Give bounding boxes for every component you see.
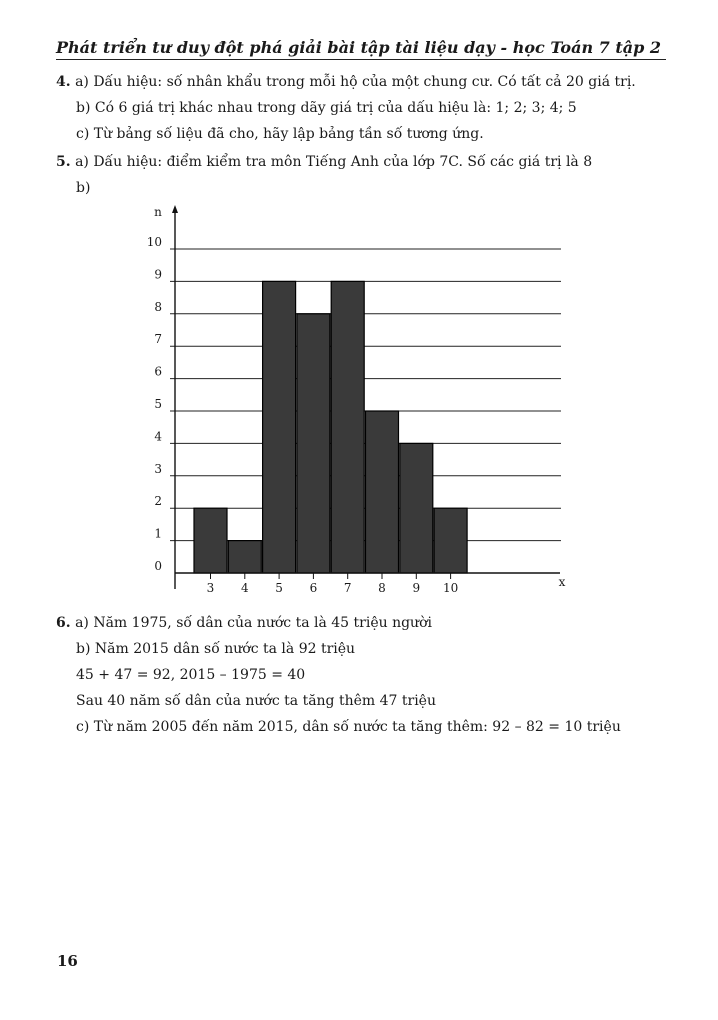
bar-7 bbox=[331, 281, 364, 573]
y-tick-label: 4 bbox=[154, 429, 162, 444]
y-tick-label: 9 bbox=[154, 267, 162, 282]
bar-3 bbox=[194, 508, 227, 573]
y-tick-label: 10 bbox=[146, 235, 162, 249]
page-header: Phát triển tư duy đột phá giải bài tập tài liệu dạy - học Toán 7 tập 2 bbox=[56, 38, 666, 60]
x-axis-label: x bbox=[558, 575, 566, 589]
x-tick-label: 6 bbox=[309, 581, 318, 595]
y-tick-label: 5 bbox=[154, 397, 162, 411]
q5-a-text: a) Dấu hiệu: điểm kiểm tra môn Tiếng Anh của lớp 7C. Số các giá trị là 8 bbox=[75, 154, 593, 170]
q5-part-a bbox=[56, 153, 592, 171]
q4-part-c: c) Từ bảng số liệu đã cho, hãy lập bảng tần số tương ứng. bbox=[76, 126, 484, 142]
y-tick-label: 8 bbox=[154, 299, 162, 314]
x-tick-label: 3 bbox=[206, 581, 215, 595]
q6-calculation: 45 + 47 = 92, 2015 – 1975 = 40 bbox=[76, 667, 306, 683]
x-tick-label: 9 bbox=[412, 581, 421, 595]
q4-number: 4. bbox=[56, 74, 71, 90]
y-tick-label: 7 bbox=[154, 332, 162, 347]
bar-5 bbox=[263, 281, 296, 573]
q5-part-b: b) bbox=[76, 180, 91, 196]
x-tick-label: 5 bbox=[275, 581, 283, 595]
q6-part-b: b) Năm 2015 dân số nước ta là 92 triệu bbox=[76, 641, 356, 657]
q6-conclusion: Sau 40 năm số dân của nước ta tăng thêm 47 triệu bbox=[76, 693, 436, 709]
y-tick-label: 2 bbox=[154, 494, 162, 509]
y-tick-label: 6 bbox=[154, 364, 162, 379]
frequency-bar-chart bbox=[140, 200, 580, 600]
bar-10 bbox=[434, 508, 467, 573]
q6-number: 6. bbox=[56, 615, 71, 631]
x-tick-label: 8 bbox=[378, 581, 386, 595]
y-tick-label: 1 bbox=[154, 526, 162, 541]
page-number: 16 bbox=[57, 952, 78, 970]
bar-6 bbox=[297, 314, 330, 573]
q6-a-text: a) Năm 1975, số dân của nước ta là 45 triệu người bbox=[75, 615, 432, 631]
q6-part-a bbox=[56, 614, 432, 632]
y-axis-label: n bbox=[154, 205, 162, 219]
q4-part-a bbox=[56, 73, 636, 91]
bar-4 bbox=[228, 541, 261, 573]
y-axis-arrow bbox=[172, 205, 178, 213]
bar-8 bbox=[366, 411, 399, 573]
bar-9 bbox=[400, 443, 433, 573]
x-tick-label: 7 bbox=[343, 581, 352, 595]
x-tick-label: 4 bbox=[240, 581, 249, 595]
y-tick-label: 3 bbox=[154, 461, 162, 476]
q6-part-c: c) Từ năm 2005 đến năm 2015, dân số nước ta tăng thêm: 92 – 82 = 10 triệu bbox=[76, 719, 621, 735]
q4-a-text: a) Dấu hiệu: số nhân khẩu trong mỗi hộ của một chung cư. Có tất cả 20 giá trị. bbox=[75, 74, 636, 90]
x-tick-label: 10 bbox=[442, 581, 459, 595]
y-tick-label: 0 bbox=[154, 559, 162, 573]
q4-part-b: b) Có 6 giá trị khác nhau trong dãy giá trị của dấu hiệu là: 1; 2; 3; 4; 5 bbox=[76, 100, 577, 116]
q5-number: 5. bbox=[56, 154, 71, 170]
